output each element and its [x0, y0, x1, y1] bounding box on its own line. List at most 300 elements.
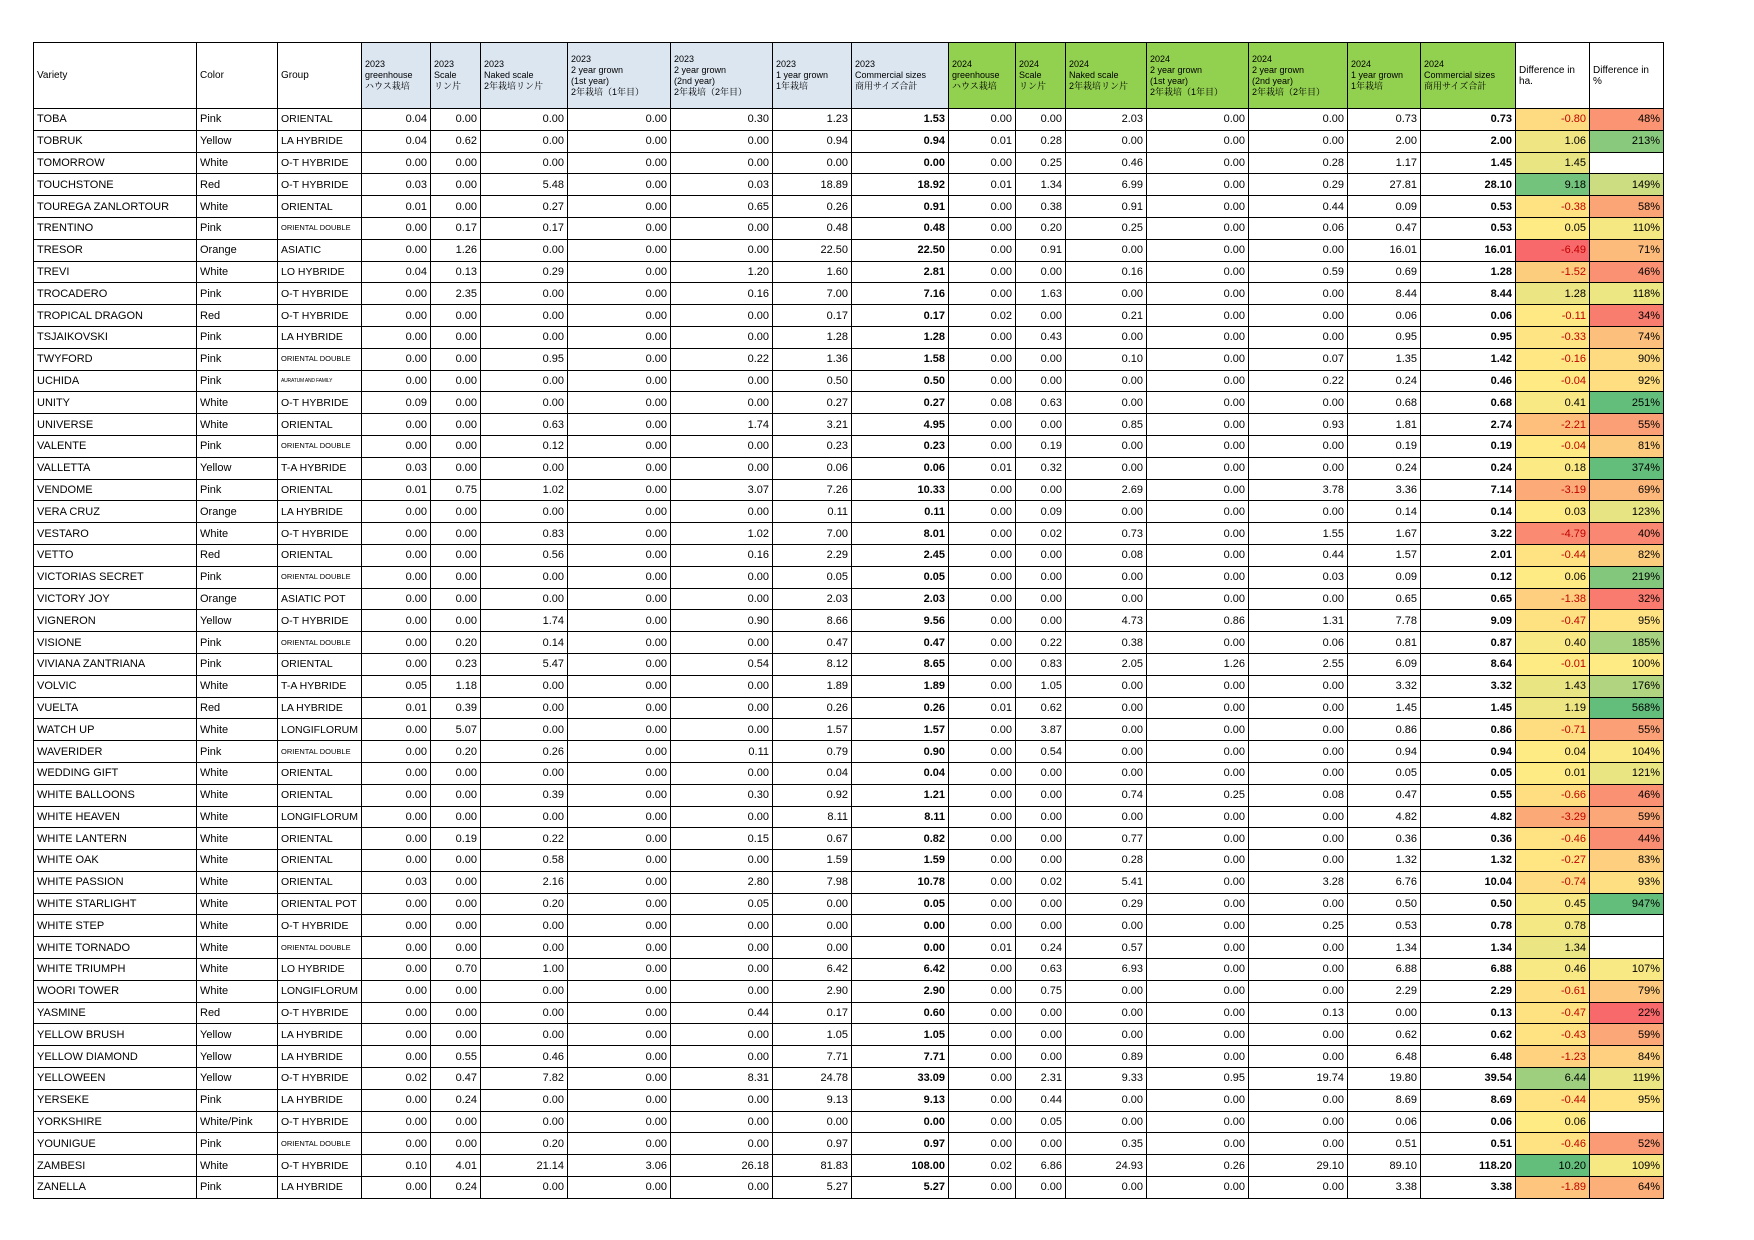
cell-variety: YORKSHIRE [34, 1111, 197, 1133]
cell-o24: 8.69 [1348, 1089, 1421, 1111]
cell-s24: 0.32 [1016, 457, 1066, 479]
cell-dha: 1.28 [1516, 283, 1590, 305]
cell-c23: 22.50 [852, 239, 949, 261]
cell-o23: 0.97 [773, 1133, 852, 1155]
cell-y1a23: 0.00 [568, 392, 671, 414]
cell-n23: 0.00 [481, 1002, 568, 1024]
cell-c23: 1.57 [852, 719, 949, 741]
cell-y2a23: 0.90 [671, 610, 773, 632]
cell-n24: 9.33 [1066, 1068, 1147, 1090]
cell-n24: 0.73 [1066, 523, 1147, 545]
table-row [34, 370, 1664, 392]
cell-c23: 0.90 [852, 741, 949, 763]
cell-s24: 0.00 [1016, 806, 1066, 828]
cell-n24: 0.00 [1066, 762, 1147, 784]
cell-c24: 0.13 [1421, 1002, 1516, 1024]
cell-variety: VICTORIAS SECRET [34, 566, 197, 588]
cell-g24: 0.00 [949, 632, 1016, 654]
cell-n23: 1.00 [481, 959, 568, 981]
cell-c23: 0.23 [852, 435, 949, 457]
cell-dpct: 568% [1590, 697, 1664, 719]
cell-y2a23: 0.00 [671, 762, 773, 784]
cell-n24: 0.00 [1066, 239, 1147, 261]
cell-n24: 0.00 [1066, 283, 1147, 305]
cell-s24: 0.25 [1016, 152, 1066, 174]
cell-c23: 108.00 [852, 1155, 949, 1177]
cell-g24: 0.01 [949, 697, 1016, 719]
cell-y2a24: 0.00 [1249, 980, 1348, 1002]
cell-o24: 1.34 [1348, 937, 1421, 959]
cell-dpct: 52% [1590, 1133, 1664, 1155]
cell-g24: 0.08 [949, 392, 1016, 414]
cell-y1a24: 0.00 [1147, 806, 1249, 828]
cell-s24: 0.20 [1016, 217, 1066, 239]
table-row [34, 850, 1664, 872]
cell-s23: 0.00 [431, 544, 481, 566]
cell-y1a24: 0.00 [1147, 959, 1249, 981]
cell-g23: 0.00 [362, 893, 431, 915]
cell-g24: 0.00 [949, 980, 1016, 1002]
cell-c24: 0.50 [1421, 893, 1516, 915]
cell-y2a24: 0.13 [1249, 1002, 1348, 1024]
cell-dpct: 64% [1590, 1177, 1664, 1199]
cell-dha: -0.04 [1516, 370, 1590, 392]
cell-n24: 6.99 [1066, 174, 1147, 196]
cell-variety: TROPICAL DRAGON [34, 305, 197, 327]
cell-y2a23: 8.31 [671, 1068, 773, 1090]
column-header-group [278, 43, 362, 109]
cell-dpct: 100% [1590, 653, 1664, 675]
cell-s24: 0.09 [1016, 501, 1066, 523]
cell-g24: 0.00 [949, 893, 1016, 915]
cell-s24: 1.05 [1016, 675, 1066, 697]
cell-o24: 0.00 [1348, 1002, 1421, 1024]
cell-g23: 0.00 [362, 653, 431, 675]
cell-n23: 0.20 [481, 893, 568, 915]
cell-y2a23: 0.00 [671, 501, 773, 523]
cell-o23: 7.98 [773, 871, 852, 893]
cell-variety: WHITE PASSION [34, 871, 197, 893]
table-row [34, 239, 1664, 261]
cell-n23: 0.00 [481, 1089, 568, 1111]
cell-n24: 0.00 [1066, 326, 1147, 348]
cell-y2a23: 0.00 [671, 1024, 773, 1046]
cell-s24: 0.00 [1016, 370, 1066, 392]
cell-y1a23: 0.00 [568, 697, 671, 719]
cell-group: ASIATIC [278, 239, 362, 261]
column-header-n24 [1066, 43, 1147, 109]
cell-y1a24: 0.00 [1147, 261, 1249, 283]
cell-n23: 0.63 [481, 414, 568, 436]
cell-dpct: 46% [1590, 784, 1664, 806]
cell-variety: VICTORY JOY [34, 588, 197, 610]
column-header-line: 2023 [484, 59, 505, 69]
cell-n23: 0.17 [481, 217, 568, 239]
cell-g24: 0.00 [949, 566, 1016, 588]
table-row [34, 632, 1664, 654]
column-header-o23 [773, 43, 852, 109]
cell-y2a24: 3.28 [1249, 871, 1348, 893]
cell-s23: 0.19 [431, 828, 481, 850]
cell-dha: -0.71 [1516, 719, 1590, 741]
cell-n24: 0.00 [1066, 719, 1147, 741]
cell-y1a23: 0.00 [568, 501, 671, 523]
cell-g24: 0.00 [949, 1024, 1016, 1046]
cell-s23: 0.00 [431, 305, 481, 327]
cell-s24: 2.31 [1016, 1068, 1066, 1090]
cell-n23: 0.00 [481, 937, 568, 959]
cell-group: LA HYBRIDE [278, 1089, 362, 1111]
cell-g23: 0.04 [362, 261, 431, 283]
cell-variety: WHITE TRIUMPH [34, 959, 197, 981]
cell-n23: 0.00 [481, 239, 568, 261]
cell-g24: 0.00 [949, 1111, 1016, 1133]
cell-o23: 0.79 [773, 741, 852, 763]
cell-c23: 0.11 [852, 501, 949, 523]
table-row [34, 544, 1664, 566]
cell-dpct: 34% [1590, 305, 1664, 327]
cell-y2a24: 0.00 [1249, 239, 1348, 261]
cell-c24: 28.10 [1421, 174, 1516, 196]
cell-g23: 0.00 [362, 1177, 431, 1199]
column-header-line: 2024 [952, 59, 973, 69]
table-row [34, 566, 1664, 588]
cell-s24: 0.02 [1016, 871, 1066, 893]
cell-n23: 0.00 [481, 501, 568, 523]
cell-dpct: 176% [1590, 675, 1664, 697]
cell-g23: 0.04 [362, 109, 431, 131]
cell-dpct: 79% [1590, 980, 1664, 1002]
cell-y1a24: 0.00 [1147, 566, 1249, 588]
cell-variety: WHITE STARLIGHT [34, 893, 197, 915]
table-row [34, 1177, 1664, 1199]
cell-n23: 1.74 [481, 610, 568, 632]
cell-o23: 1.36 [773, 348, 852, 370]
cell-c23: 0.60 [852, 1002, 949, 1024]
cell-y1a24: 0.00 [1147, 937, 1249, 959]
cell-dpct: 118% [1590, 283, 1664, 305]
cell-o23: 8.11 [773, 806, 852, 828]
cell-c23: 8.11 [852, 806, 949, 828]
cell-dpct: 104% [1590, 741, 1664, 763]
cell-n23: 7.82 [481, 1068, 568, 1090]
cell-color: White [197, 675, 278, 697]
cell-c23: 6.42 [852, 959, 949, 981]
cell-color: Yellow [197, 1046, 278, 1068]
cell-y2a24: 0.44 [1249, 196, 1348, 218]
cell-dpct: 149% [1590, 174, 1664, 196]
cell-y2a24: 0.00 [1249, 937, 1348, 959]
cell-o23: 1.23 [773, 109, 852, 131]
cell-variety: VOLVIC [34, 675, 197, 697]
cell-y1a23: 0.00 [568, 152, 671, 174]
cell-s23: 0.00 [431, 174, 481, 196]
cell-y1a23: 0.00 [568, 457, 671, 479]
cell-o23: 0.50 [773, 370, 852, 392]
cell-o24: 1.81 [1348, 414, 1421, 436]
cell-y2a24: 0.00 [1249, 283, 1348, 305]
cell-c24: 0.14 [1421, 501, 1516, 523]
cell-y2a24: 0.06 [1249, 632, 1348, 654]
cell-color: Pink [197, 370, 278, 392]
cell-s23: 0.00 [431, 326, 481, 348]
cell-s24: 0.02 [1016, 523, 1066, 545]
cell-y2a23: 3.07 [671, 479, 773, 501]
cell-y1a23: 0.00 [568, 741, 671, 763]
cell-group: LA HYBRIDE [278, 1024, 362, 1046]
cell-y1a23: 0.00 [568, 1133, 671, 1155]
cell-color: Pink [197, 566, 278, 588]
cell-c23: 0.97 [852, 1133, 949, 1155]
cell-g23: 0.00 [362, 1089, 431, 1111]
cell-y2a23: 0.00 [671, 806, 773, 828]
cell-n24: 0.00 [1066, 1177, 1147, 1199]
cell-group: O-T HYBRIDE [278, 1002, 362, 1024]
cell-n24: 0.00 [1066, 566, 1147, 588]
cell-n24: 0.28 [1066, 850, 1147, 872]
cell-c24: 0.65 [1421, 588, 1516, 610]
cell-s23: 0.00 [431, 566, 481, 588]
cell-dpct: 213% [1590, 130, 1664, 152]
cell-color: White [197, 523, 278, 545]
cell-g23: 0.03 [362, 457, 431, 479]
cell-y1a24: 0.00 [1147, 980, 1249, 1002]
cell-color: Pink [197, 1133, 278, 1155]
column-header-line: 2023 [365, 59, 386, 69]
cell-s24: 0.05 [1016, 1111, 1066, 1133]
cell-dha: -0.16 [1516, 348, 1590, 370]
cell-y2a23: 0.15 [671, 828, 773, 850]
cell-s23: 0.62 [431, 130, 481, 152]
cell-y2a24: 0.00 [1249, 828, 1348, 850]
cell-y1a24: 0.00 [1147, 109, 1249, 131]
cell-y2a23: 0.00 [671, 217, 773, 239]
cell-s24: 0.83 [1016, 653, 1066, 675]
cell-c24: 6.88 [1421, 959, 1516, 981]
cell-dha: 0.01 [1516, 762, 1590, 784]
cell-group: ORIENTAL [278, 414, 362, 436]
cell-color: White [197, 871, 278, 893]
cell-o23: 7.71 [773, 1046, 852, 1068]
cell-group: ORIENTAL DOUBLE [278, 1133, 362, 1155]
cell-group: ORIENTAL [278, 871, 362, 893]
cell-n23: 0.00 [481, 697, 568, 719]
cell-o23: 0.00 [773, 152, 852, 174]
cell-s24: 0.00 [1016, 348, 1066, 370]
cell-dha: 1.45 [1516, 152, 1590, 174]
cell-y2a23: 0.00 [671, 239, 773, 261]
cell-c24: 0.06 [1421, 1111, 1516, 1133]
cell-n23: 0.00 [481, 109, 568, 131]
cell-dha: -2.21 [1516, 414, 1590, 436]
cell-c24: 7.14 [1421, 479, 1516, 501]
cell-g23: 0.00 [362, 370, 431, 392]
cell-n23: 0.00 [481, 806, 568, 828]
cell-y2a24: 0.00 [1249, 1089, 1348, 1111]
cell-variety: WHITE OAK [34, 850, 197, 872]
table-row [34, 719, 1664, 741]
cell-y1a23: 0.00 [568, 326, 671, 348]
column-header-line: 2年栽培（2年目） [674, 86, 748, 97]
cell-n23: 0.20 [481, 1133, 568, 1155]
cell-o23: 7.00 [773, 283, 852, 305]
cell-n23: 1.02 [481, 479, 568, 501]
cell-y2a23: 0.03 [671, 174, 773, 196]
cell-y1a24: 0.00 [1147, 523, 1249, 545]
cell-dha: 0.40 [1516, 632, 1590, 654]
cell-y1a23: 0.00 [568, 544, 671, 566]
cell-o24: 0.09 [1348, 196, 1421, 218]
cell-dha: 0.18 [1516, 457, 1590, 479]
cell-n24: 0.85 [1066, 414, 1147, 436]
cell-n24: 0.00 [1066, 501, 1147, 523]
cell-variety: TOBRUK [34, 130, 197, 152]
cell-y1a24: 0.00 [1147, 457, 1249, 479]
cell-o24: 3.36 [1348, 479, 1421, 501]
cell-color: White [197, 196, 278, 218]
cell-n23: 0.00 [481, 283, 568, 305]
cell-dha: -0.47 [1516, 1002, 1590, 1024]
cell-group: O-T HYBRIDE [278, 523, 362, 545]
cell-y1a24: 0.00 [1147, 828, 1249, 850]
cell-c23: 10.78 [852, 871, 949, 893]
column-header-line: 2023 [855, 59, 876, 69]
cell-s24: 0.63 [1016, 959, 1066, 981]
cell-c24: 0.53 [1421, 217, 1516, 239]
cell-c24: 10.04 [1421, 871, 1516, 893]
cell-group: ORIENTAL [278, 109, 362, 131]
cell-c23: 7.16 [852, 283, 949, 305]
cell-y1a23: 0.00 [568, 588, 671, 610]
cell-c24: 0.24 [1421, 457, 1516, 479]
cell-group: LA HYBRIDE [278, 326, 362, 348]
cell-o24: 89.10 [1348, 1155, 1421, 1177]
cell-n24: 0.00 [1066, 130, 1147, 152]
cell-y1a24: 0.00 [1147, 1111, 1249, 1133]
cell-o24: 0.68 [1348, 392, 1421, 414]
column-header-line: 1年栽培 [1351, 81, 1384, 91]
cell-g23: 0.10 [362, 1155, 431, 1177]
cell-g23: 0.00 [362, 1111, 431, 1133]
cell-o23: 0.27 [773, 392, 852, 414]
cell-c23: 0.50 [852, 370, 949, 392]
cell-y1a24: 0.00 [1147, 152, 1249, 174]
cell-o23: 0.23 [773, 435, 852, 457]
cell-dpct: 59% [1590, 806, 1664, 828]
cell-y1a23: 0.00 [568, 217, 671, 239]
cell-n24: 0.35 [1066, 1133, 1147, 1155]
cell-variety: TOMORROW [34, 152, 197, 174]
cell-c23: 5.27 [852, 1177, 949, 1199]
column-header-line: (1st year) [571, 75, 610, 86]
cell-y2a24: 0.00 [1249, 457, 1348, 479]
cell-n23: 0.14 [481, 632, 568, 654]
cell-variety: VESTARO [34, 523, 197, 545]
cell-c24: 0.36 [1421, 828, 1516, 850]
cell-s24: 1.34 [1016, 174, 1066, 196]
cell-dha: -1.38 [1516, 588, 1590, 610]
column-header-line: 2年栽培リン片 [1069, 81, 1129, 91]
table-row [34, 806, 1664, 828]
column-header-y2a24 [1249, 43, 1348, 109]
cell-y1a24: 0.00 [1147, 174, 1249, 196]
cell-c24: 1.28 [1421, 261, 1516, 283]
cell-dha: -0.61 [1516, 980, 1590, 1002]
cell-o23: 81.83 [773, 1155, 852, 1177]
cell-n24: 0.00 [1066, 806, 1147, 828]
cell-variety: WHITE HEAVEN [34, 806, 197, 828]
cell-s23: 0.00 [431, 435, 481, 457]
cell-y1a24: 0.00 [1147, 348, 1249, 370]
column-header-line: 2 year grown [1252, 64, 1305, 75]
cell-s24: 0.00 [1016, 850, 1066, 872]
cell-variety: TREVI [34, 261, 197, 283]
cell-c23: 0.82 [852, 828, 949, 850]
cell-n23: 0.00 [481, 305, 568, 327]
cell-g23: 0.00 [362, 828, 431, 850]
cell-g23: 0.00 [362, 523, 431, 545]
cell-y1a24: 0.00 [1147, 305, 1249, 327]
cell-n24: 0.00 [1066, 1024, 1147, 1046]
column-header-line: リン片 [434, 81, 462, 91]
cell-s24: 0.28 [1016, 130, 1066, 152]
cell-n24: 2.03 [1066, 109, 1147, 131]
table-row [34, 217, 1664, 239]
cell-y1a23: 0.00 [568, 370, 671, 392]
column-header-line: 2 year grown [1150, 64, 1203, 75]
cell-n23: 0.26 [481, 741, 568, 763]
cell-s23: 0.00 [431, 850, 481, 872]
column-header-line: greenhouse [952, 70, 1000, 80]
cell-o23: 2.03 [773, 588, 852, 610]
cell-dha: 0.05 [1516, 217, 1590, 239]
table-header [34, 43, 1664, 109]
cell-n24: 0.74 [1066, 784, 1147, 806]
cell-color: Pink [197, 479, 278, 501]
cell-c23: 7.71 [852, 1046, 949, 1068]
cell-s24: 0.00 [1016, 1002, 1066, 1024]
cell-group: ORIENTAL DOUBLE [278, 435, 362, 457]
cell-y1a23: 0.00 [568, 719, 671, 741]
cell-dha: -4.79 [1516, 523, 1590, 545]
cell-y2a23: 0.00 [671, 566, 773, 588]
cell-y1a24: 0.00 [1147, 1177, 1249, 1199]
cell-y1a23: 3.06 [568, 1155, 671, 1177]
cell-c23: 0.00 [852, 915, 949, 937]
cell-y2a24: 0.00 [1249, 109, 1348, 131]
cell-group: T-A HYBRIDE [278, 457, 362, 479]
cell-c23: 0.05 [852, 566, 949, 588]
cell-dpct: 69% [1590, 479, 1664, 501]
cell-color: Pink [197, 326, 278, 348]
cell-dha: 0.41 [1516, 392, 1590, 414]
cell-y1a24: 0.86 [1147, 610, 1249, 632]
cell-y1a24: 0.00 [1147, 501, 1249, 523]
cell-n24: 0.29 [1066, 893, 1147, 915]
cell-o23: 24.78 [773, 1068, 852, 1090]
cell-g24: 0.00 [949, 435, 1016, 457]
cell-y1a24: 0.00 [1147, 871, 1249, 893]
column-header-line: Group [281, 70, 309, 81]
cell-c24: 0.68 [1421, 392, 1516, 414]
column-header-line: 2024 [1252, 53, 1273, 64]
cell-variety: TROCADERO [34, 283, 197, 305]
cell-variety: TRENTINO [34, 217, 197, 239]
cell-c23: 0.04 [852, 762, 949, 784]
table-row [34, 610, 1664, 632]
cell-g23: 0.00 [362, 850, 431, 872]
column-header-line: (1st year) [1150, 75, 1189, 86]
